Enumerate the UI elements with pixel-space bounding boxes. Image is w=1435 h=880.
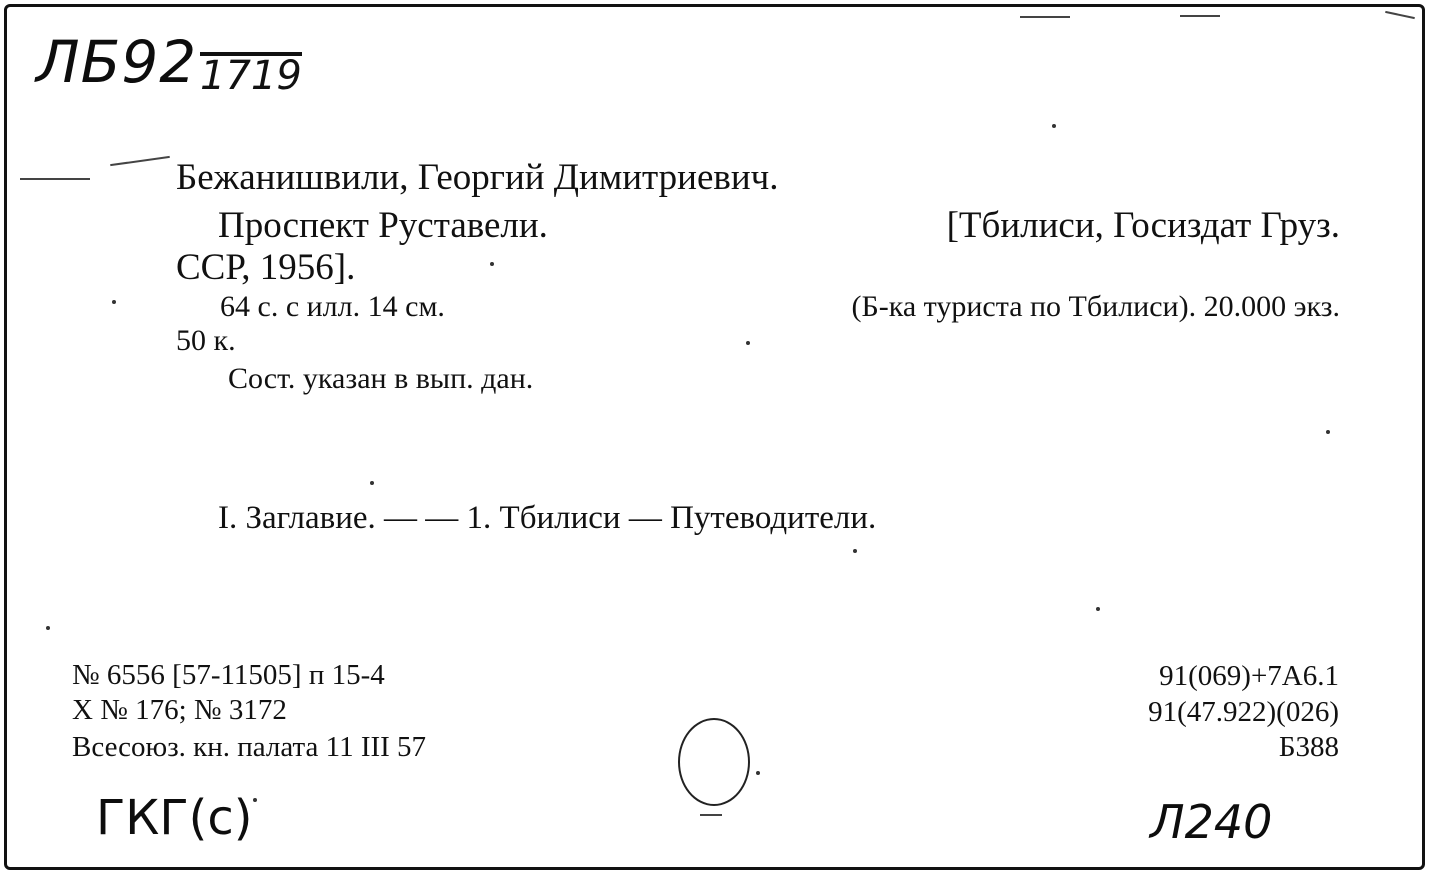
scan-mark (1020, 16, 1070, 18)
scan-speck (490, 262, 494, 266)
scan-speck (746, 341, 750, 345)
scan-speck (1326, 430, 1330, 434)
registration-line-1: № 6556 [57-11505] п 15-4 (72, 659, 385, 691)
compiler-note: Сост. указан в вып. дан. (228, 362, 534, 395)
scan-speck (112, 300, 116, 304)
scan-mark (700, 814, 722, 816)
handwritten-inventory-number: Л240 (1150, 795, 1273, 849)
scan-speck (46, 626, 50, 630)
classification-line-2: 91(47.922)(026) (1148, 696, 1339, 728)
price-text: 50 к. (176, 324, 236, 357)
classification-line-1: 91(069)+7А6.1 (1159, 660, 1339, 692)
collation-line (176, 290, 1340, 324)
handwritten-collection-code: ГКГ(с) (96, 790, 253, 846)
registration-line-3: Всесоюз. кн. палата 11 III 57 (72, 731, 427, 763)
scan-mark (20, 178, 90, 180)
registration-line-2: Х № 176; № 3172 (72, 694, 287, 726)
scan-speck (1096, 607, 1100, 611)
title-imprint-line (176, 204, 1340, 247)
author-heading: Бежанишвили, Георгий Димитриевич. (176, 157, 779, 198)
imprint-continuation: ССР, 1956]. (176, 247, 356, 288)
scan-speck (253, 798, 257, 802)
punch-hole-circle (678, 718, 750, 806)
scan-speck (756, 771, 760, 775)
scan-speck (1052, 124, 1056, 128)
scan-mark (1180, 15, 1220, 17)
author-mark: Б388 (1278, 731, 1339, 763)
subject-tracing: I. Заглавие. — — 1. Тбилиси — Путеводители. (218, 500, 877, 536)
handwritten-shelfmark: ЛБ92 (36, 28, 198, 96)
scan-speck (370, 481, 374, 485)
collation-text: 64 с. с илл. 14 см. (220, 290, 445, 323)
handwritten-shelfmark-sub: 1719 (200, 53, 302, 99)
title-text: Проспект Руставели. (218, 205, 548, 246)
imprint-text: [Тбилиси, Госиздат Груз. (946, 205, 1340, 246)
scan-speck (853, 549, 857, 553)
series-text: (Б-ка туриста по Тбилиси). 20.000 экз. (851, 290, 1340, 323)
